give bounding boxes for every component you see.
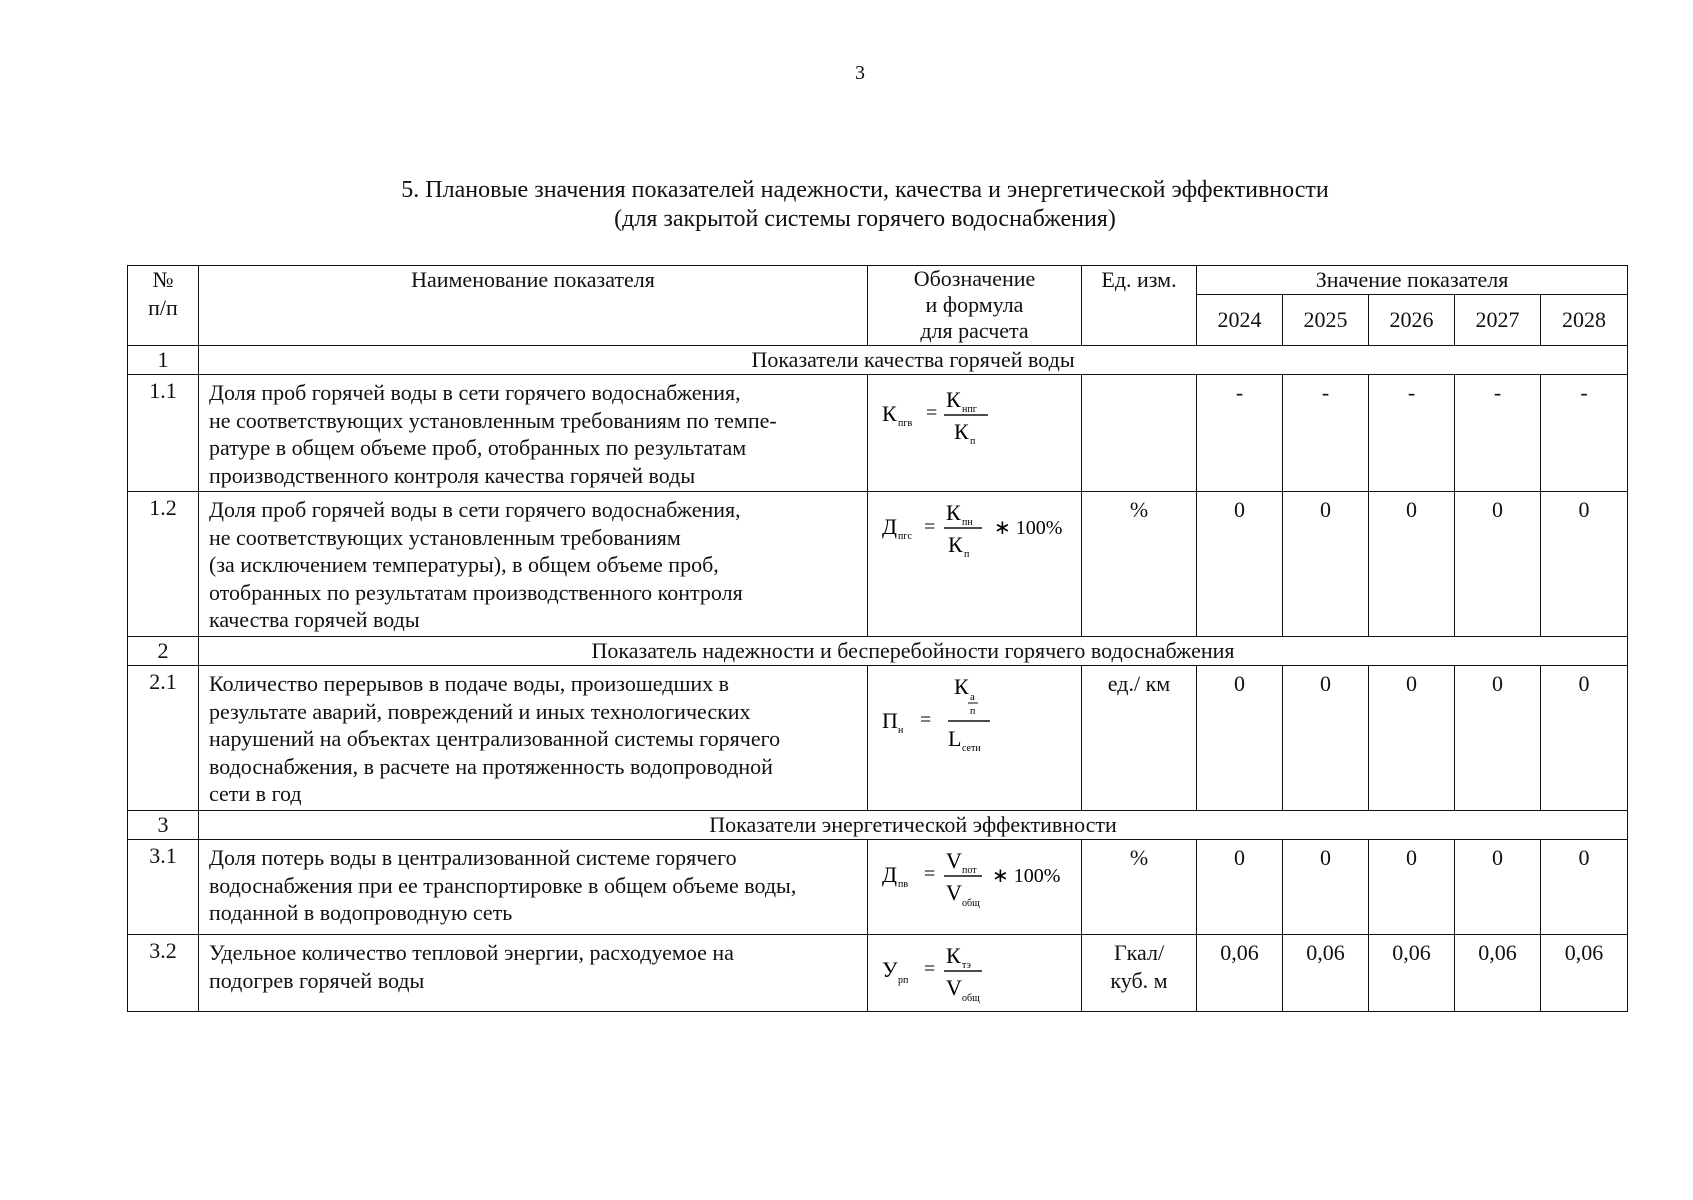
section-row — [128, 811, 1628, 840]
row-value-2024: 0,06 — [1197, 935, 1283, 1012]
formula-tail: ∗ 100% — [994, 517, 1063, 539]
row-value-2025: 0 — [1283, 492, 1369, 637]
row-value-2028: 0 — [1541, 840, 1628, 935]
row-num: 1.1 — [128, 375, 199, 492]
row-value-2026: - — [1369, 375, 1455, 492]
row-name-line: сети в год — [209, 781, 302, 806]
year-2027: 2027 — [1455, 295, 1541, 346]
row-value-2025: 0 — [1283, 840, 1369, 935]
formula-pn — [882, 674, 1072, 784]
formula-denominator: L — [948, 726, 962, 751]
row-name-line: не соответствующих установленным требованиям по темпе- — [209, 407, 777, 433]
table-row — [128, 492, 1628, 637]
section-title: Показатели энергетической эффективности — [199, 811, 1628, 840]
title-line-2: (для закрытой системы горячего водоснабжения) — [614, 206, 1116, 232]
row-name-line: нарушений на объектах централизованной системы горячего — [209, 726, 781, 751]
year-2024: 2024 — [1197, 295, 1283, 346]
row-unit — [1082, 375, 1197, 492]
formula-dpv — [882, 848, 1082, 928]
row-unit-line-2: куб. м — [1110, 967, 1168, 993]
row-formula — [868, 840, 1082, 935]
row-unit: % — [1082, 492, 1197, 637]
formula-numerator-sub: а — [970, 691, 975, 703]
row-name-line: Доля проб горячей воды в сети горячего водоснабжения, — [209, 497, 741, 522]
formula-lhs: Д — [882, 862, 898, 887]
row-num: 2.1 — [128, 666, 199, 811]
row-unit-line-1: Гкал/ — [1113, 940, 1165, 965]
formula-numerator-sub: нпг — [962, 404, 977, 415]
formula-urp — [882, 943, 1072, 1015]
formula-equals: = — [924, 958, 936, 980]
row-num: 3.1 — [128, 840, 199, 935]
section-row — [128, 637, 1628, 666]
formula-lhs-sub: пгс — [898, 531, 912, 542]
header-name: Наименование показателя — [199, 266, 868, 346]
header-formula — [868, 266, 1082, 346]
row-name-line: подогрев горячей воды — [209, 967, 425, 993]
row-name-line: Удельное количество тепловой энергии, расходуемое на — [209, 940, 734, 965]
row-name-line: Доля потерь воды в централизованной системе горячего — [209, 845, 737, 870]
formula-lhs-sub: пгв — [898, 418, 913, 429]
formula-numerator: V — [946, 848, 962, 873]
row-value-2024: 0 — [1197, 840, 1283, 935]
formula-numerator-sub-2: п — [970, 706, 976, 717]
table-row — [128, 375, 1628, 492]
page-number: 3 — [855, 62, 865, 84]
row-value-2024: - — [1197, 375, 1283, 492]
row-name — [199, 375, 868, 492]
formula-numerator-sub: тэ — [962, 960, 971, 971]
formula-denominator-sub: общ — [962, 898, 980, 909]
formula-numerator: К — [946, 500, 961, 525]
row-name-line: производственного контроля качества горячей воды — [209, 462, 696, 488]
formula-lhs: К — [882, 401, 897, 426]
formula-numerator: К — [954, 674, 969, 699]
formula-numerator: К — [946, 943, 961, 968]
row-name-line: не соответствующих установленным требованиям — [209, 524, 681, 550]
formula-equals: = — [924, 516, 936, 538]
formula-tail: ∗ 100% — [992, 865, 1061, 887]
formula-kpgv — [882, 383, 1072, 463]
document-title — [300, 176, 1430, 234]
row-name-line: Количество перерывов в подаче воды, произошедших в — [209, 671, 730, 696]
row-value-2027: 0 — [1455, 492, 1541, 637]
formula-dpgs — [882, 500, 1082, 580]
header-row-1 — [128, 266, 1628, 295]
table-row — [128, 666, 1628, 811]
formula-equals: = — [926, 402, 938, 424]
row-unit: % — [1082, 840, 1197, 935]
formula-denominator-sub: п — [964, 549, 970, 560]
section-num: 3 — [128, 811, 199, 840]
formula-lhs-sub: рп — [898, 975, 909, 986]
header-unit: Ед. изм. — [1082, 266, 1197, 346]
table-row — [128, 840, 1628, 935]
row-num: 1.2 — [128, 492, 199, 637]
row-value-2026: 0,06 — [1369, 935, 1455, 1012]
row-value-2026: 0 — [1369, 492, 1455, 637]
formula-denominator: V — [946, 880, 962, 905]
formula-numerator-sub: пн — [962, 517, 973, 528]
row-name-line: качества горячей воды — [209, 607, 420, 632]
row-value-2026: 0 — [1369, 666, 1455, 811]
header-num-line-1: № — [152, 267, 174, 292]
formula-denominator: К — [948, 532, 963, 557]
row-unit — [1082, 935, 1197, 1012]
row-value-2028: - — [1541, 375, 1628, 492]
formula-lhs: Д — [882, 514, 898, 539]
row-name-line: водоснабжения при ее транспортировке в общем объеме воды, — [209, 872, 797, 898]
row-value-2028: 0 — [1541, 492, 1628, 637]
formula-denominator: К — [954, 419, 969, 444]
header-values: Значение показателя — [1197, 266, 1628, 295]
formula-lhs: У — [882, 957, 898, 982]
row-value-2027: - — [1455, 375, 1541, 492]
row-value-2026: 0 — [1369, 840, 1455, 935]
row-formula — [868, 666, 1082, 811]
header-formula-line-2: и формула — [925, 292, 1024, 317]
row-formula — [868, 492, 1082, 637]
row-value-2028: 0,06 — [1541, 935, 1628, 1012]
row-value-2027: 0 — [1455, 666, 1541, 811]
header-formula-line-1: Обозначение — [913, 266, 1036, 291]
row-name — [199, 840, 868, 935]
row-value-2024: 0 — [1197, 492, 1283, 637]
row-value-2025: - — [1283, 375, 1369, 492]
row-formula — [868, 935, 1082, 1012]
row-name-line: поданной в водопроводную сеть — [209, 900, 513, 925]
formula-lhs-sub: пв — [898, 879, 909, 890]
title-line-1: 5. Плановые значения показателей надежности, качества и энергетической эффективности — [401, 177, 1329, 203]
row-name-line: водоснабжения, в расчете на протяженность водопроводной — [209, 753, 773, 779]
formula-equals: = — [920, 709, 932, 731]
year-2026: 2026 — [1369, 295, 1455, 346]
row-name-line: ратуре в общем объеме проб, отобранных по результатам — [209, 435, 747, 460]
formula-lhs-sub: н — [898, 725, 904, 736]
formula-numerator-sub: пот — [962, 865, 977, 876]
row-value-2027: 0 — [1455, 840, 1541, 935]
row-name-line: результате аварий, повреждений и иных технологических — [209, 698, 751, 724]
row-value-2027: 0,06 — [1455, 935, 1541, 1012]
table-row — [128, 935, 1628, 1012]
row-name — [199, 492, 868, 637]
section-row — [128, 346, 1628, 375]
row-value-2025: 0,06 — [1283, 935, 1369, 1012]
year-2028: 2028 — [1541, 295, 1628, 346]
section-title: Показатель надежности и бесперебойности горячего водоснабжения — [199, 637, 1628, 666]
row-value-2024: 0 — [1197, 666, 1283, 811]
section-title: Показатели качества горячей воды — [199, 346, 1628, 375]
formula-denominator: V — [946, 975, 962, 1000]
header-formula-line-3: для расчета — [920, 318, 1029, 343]
formula-lhs: П — [882, 708, 898, 733]
formula-numerator: К — [946, 387, 961, 412]
header-num — [128, 266, 199, 346]
row-value-2025: 0 — [1283, 666, 1369, 811]
row-unit: ед./ км — [1082, 666, 1197, 811]
row-name-line: (за исключением температуры), в общем объеме проб, — [209, 552, 719, 577]
formula-equals: = — [924, 863, 936, 885]
section-num: 2 — [128, 637, 199, 666]
row-name-line: отобранных по результатам производственного контроля — [209, 579, 743, 605]
year-2025: 2025 — [1283, 295, 1369, 346]
formula-denominator-sub: общ — [962, 993, 980, 1004]
indicators-table — [127, 265, 1628, 1012]
row-num: 3.2 — [128, 935, 199, 1012]
section-num: 1 — [128, 346, 199, 375]
row-value-2028: 0 — [1541, 666, 1628, 811]
row-name — [199, 666, 868, 811]
header-num-line-2: п/п — [148, 294, 178, 320]
row-name-line: Доля проб горячей воды в сети горячего водоснабжения, — [209, 380, 741, 405]
row-name — [199, 935, 868, 1012]
formula-denominator-sub: п — [970, 436, 976, 447]
row-formula — [868, 375, 1082, 492]
formula-denominator-sub: сети — [962, 743, 981, 754]
